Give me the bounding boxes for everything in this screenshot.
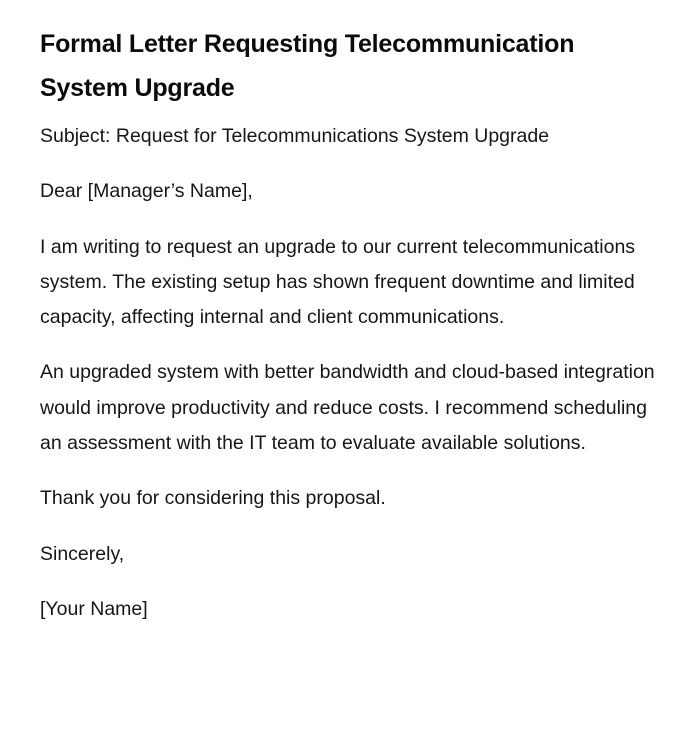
letter-greeting: Dear [Manager’s Name], [40,180,253,203]
letter-subject: Subject: Request for Telecommunications System Upgrade [40,125,550,147]
letter-paragraph-2: An upgraded system with better bandwidth and cloud-based integration would improve productivity and reduce costs. I recommend scheduling an assessment with the IT team to evaluate available solutions. [40,361,655,455]
letter-signature: [Your Name] [40,597,148,620]
letter-closing: Sincerely, [40,542,125,565]
letter-thanks: Thank you for considering this proposal. [40,487,386,510]
letter-paragraph-1: I am writing to request an upgrade to our current telecommunications system. The existing setup has shown frequent downtime and limited capacity, affecting internal and client communications. [40,235,636,329]
page-title: Formal Letter Requesting Telecommunication System Upgrade [40,30,575,102]
